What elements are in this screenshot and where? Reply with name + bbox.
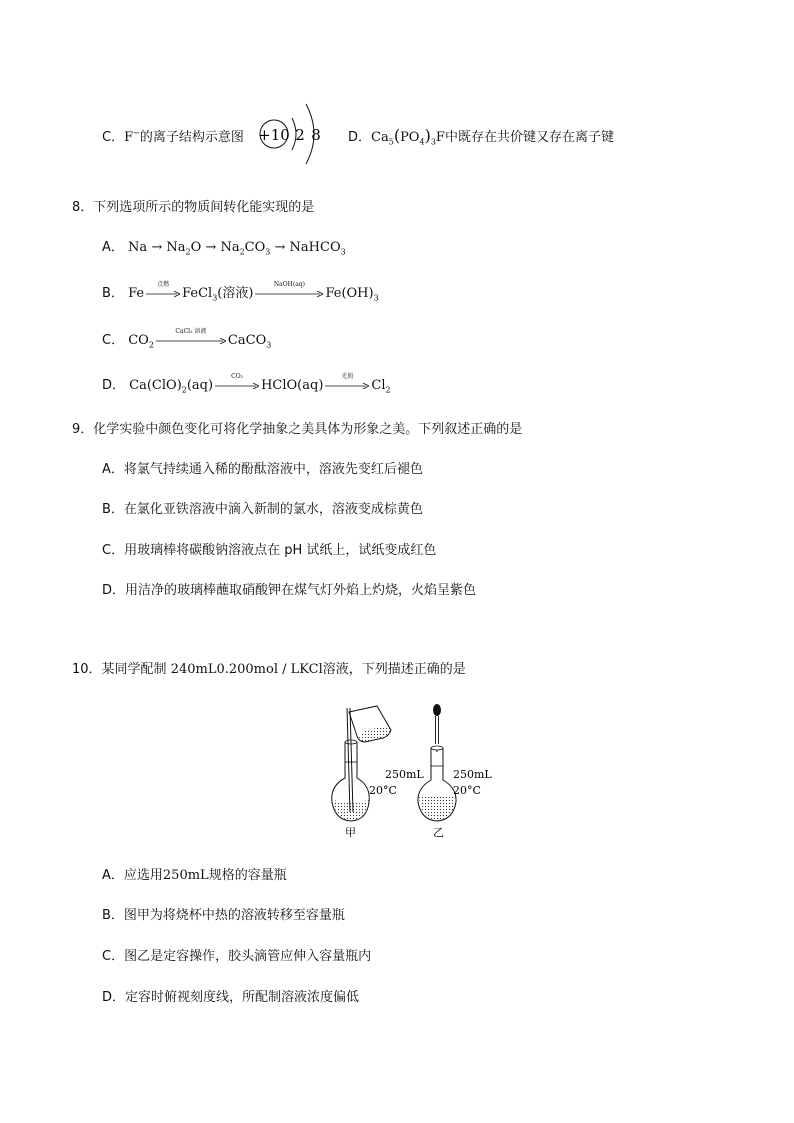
reaction-arrow: CO₂ (215, 383, 259, 389)
shell-1-electrons: 2 (295, 126, 305, 144)
flask-yi-temp: 20°C (453, 784, 481, 797)
figure-label-yi: 乙 (433, 826, 444, 839)
q9-option-a: A．将氯气持续通入稀的酚酞溶液中，溶液先变红后褪色 (102, 462, 423, 477)
reaction-arrow: NaOH(aq) (255, 291, 323, 297)
q8-option-b: B． Fe 点燃 FeCl$_3$(溶液) NaOH(aq) $Fe(OH)_3$ (102, 280, 379, 303)
q8-stem: 8．下列选项所示的物质间转化能实现的是 (72, 200, 315, 215)
q7-option-c: C．F−的离子结构示意图 (102, 128, 244, 145)
q10-option-a: A．应选用250mL规格的容量瓶 (102, 868, 287, 883)
fluoride-ion-structure-diagram (256, 100, 326, 170)
q7-option-d: D．$Ca_5(PO_4)_3F$中既存在共价键又存在离子键 (348, 126, 614, 147)
q10-option-c: C．图乙是定容操作，胶头滴管应伸入容量瓶内 (102, 949, 372, 964)
q10-option-d: D．定容时俯视刻度线，所配制溶液浓度偏低 (102, 990, 360, 1005)
q8-option-c: C． $CO_2$ CaCl₂ 溶液 CaCO$_3$ (102, 327, 272, 350)
shell-2-electrons: 8 (311, 126, 321, 144)
reaction-arrow: 光照 (325, 383, 369, 389)
volumetric-flask-figure (325, 700, 500, 840)
q10-option-b: B．图甲为将烧杯中热的溶液转移至容量瓶 (102, 908, 345, 923)
reaction-arrow: CaCl₂ 溶液 (156, 338, 226, 344)
q9-option-d: D．用洁净的玻璃棒蘸取硝酸钾在煤气灯外焰上灼烧，火焰呈紫色 (102, 583, 477, 598)
nucleus-charge: +10 (258, 126, 290, 144)
flask-jia-temp: 20°C (369, 784, 397, 797)
flask-jia (332, 706, 391, 821)
q9-stem: 9．化学实验中颜色变化可将化学抽象之美具体为形象之美。下列叙述正确的是 (72, 422, 523, 437)
flask-yi (418, 704, 456, 821)
q9-option-b: B．在氯化亚铁溶液中滴入新制的氯水，溶液变成棕黄色 (102, 502, 423, 517)
q8-option-a: A． $Na \to Na_2O \to Na_2CO_3$ → NaHCO$_3$ (102, 240, 346, 257)
flask-yi-volume: 250mL (453, 768, 492, 781)
flask-jia-volume: 250mL (385, 768, 424, 781)
reaction-arrow: 点燃 (146, 291, 180, 297)
figure-label-jia: 甲 (345, 826, 356, 839)
q8-option-d: D． $Ca(ClO)_2(aq)$ CO₂ HClO(aq) 光照 $Cl_2$ (102, 372, 391, 395)
q10-stem: 10．某同学配制 240mL0.200mol / LKCl溶液，下列描述正确的是 (72, 662, 466, 677)
q9-option-c: C．用玻璃棒将碳酸钠溶液点在 pH 试纸上，试纸变成红色 (102, 543, 437, 558)
